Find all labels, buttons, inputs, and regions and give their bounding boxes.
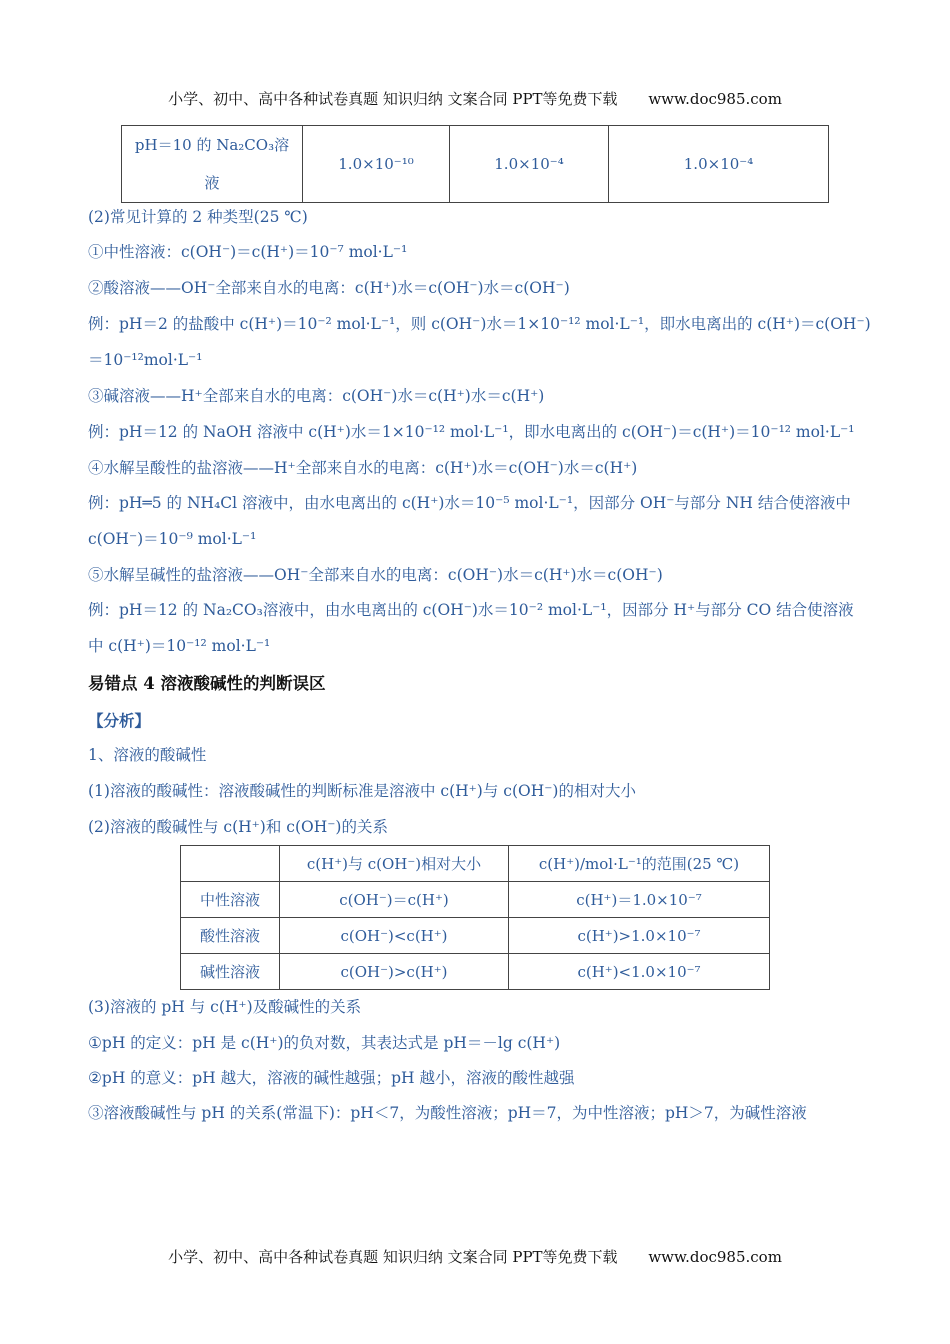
table-cell: 碱性溶液: [181, 954, 280, 990]
text-line: ②酸溶液——OH⁻全部来自水的电离：c(H⁺)水＝c(OH⁻)水＝c(OH⁻): [88, 279, 570, 297]
table-ph-na2co3: [121, 125, 829, 203]
cell-line: 液: [204, 174, 220, 192]
analysis-heading: 【分析】: [88, 711, 151, 730]
text-line: ＝10⁻¹²mol·L⁻¹: [88, 351, 203, 369]
text-line: 例：pH＝12 的 Na₂CO₃溶液中，由水电离出的 c(OH⁻)水＝10⁻² mol·L⁻¹，因部分 H⁺与部分 CO 结合使溶液: [88, 601, 854, 619]
text-line: (2)溶液的酸碱性与 c(H⁺)和 c(OH⁻)的关系: [88, 818, 388, 836]
table-cell: c(OH⁻)<c(H⁺): [280, 918, 509, 954]
table-cell: c(OH⁻)＝c(H⁺): [280, 882, 509, 918]
table-cell: c(H⁺)<1.0×10⁻⁷: [509, 954, 770, 990]
table-header-cell: c(H⁺)/mol·L⁻¹的范围(25 ℃): [509, 846, 770, 882]
table-cell: 1.0×10⁻¹⁰: [303, 126, 450, 203]
table-acidity: [180, 845, 770, 990]
table-cell: c(H⁺)>1.0×10⁻⁷: [509, 918, 770, 954]
page-footer: [0, 1246, 950, 1267]
section-title: 易错点 4 溶液酸碱性的判断误区: [88, 674, 326, 693]
text-line: ③溶液酸碱性与 pH 的关系(常温下)：pH＜7，为酸性溶液；pH＝7，为中性溶液；pH＞7，为碱性溶液: [88, 1104, 807, 1122]
text-line: ①pH 的定义：pH 是 c(H⁺)的负对数，其表达式是 pH＝－lg c(H⁺): [88, 1034, 561, 1052]
table-cell: 1.0×10⁻⁴: [450, 126, 609, 203]
text-line: 中 c(H⁺)＝10⁻¹² mol·L⁻¹: [88, 637, 271, 655]
text-line: (1)溶液的酸碱性：溶液酸碱性的判断标准是溶液中 c(H⁺)与 c(OH⁻)的相对大小: [88, 782, 636, 800]
table-cell: 酸性溶液: [181, 918, 280, 954]
text-line: ⑤水解呈碱性的盐溶液——OH⁻全部来自水的电离：c(OH⁻)水＝c(H⁺)水＝c(OH⁻): [88, 566, 663, 584]
footer-site: www.doc985.com: [648, 1248, 782, 1266]
text-line: 例：pH＝2 的盐酸中 c(H⁺)＝10⁻² mol·L⁻¹，则 c(OH⁻)水＝1×10⁻¹² mol·L⁻¹，即水电离出的 c(H⁺)＝c(OH⁻): [88, 315, 871, 333]
table-cell: c(H⁺)＝1.0×10⁻⁷: [509, 882, 770, 918]
page-header: [0, 88, 950, 109]
footer-text: 小学、初中、高中各种试卷真题 知识归纳 文案合同 PPT等免费下载: [168, 1248, 618, 1266]
table-row: [122, 126, 829, 203]
text-line: ④水解呈酸性的盐溶液——H⁺全部来自水的电离：c(H⁺)水＝c(OH⁻)水＝c(H⁺): [88, 459, 638, 477]
text-line: ①中性溶液：c(OH⁻)＝c(H⁺)＝10⁻⁷ mol·L⁻¹: [88, 243, 408, 261]
table-cell: 中性溶液: [181, 882, 280, 918]
text-line: 例：pH═5 的 NH₄Cl 溶液中，由水电离出的 c(H⁺)水＝10⁻⁵ mol·L⁻¹，因部分 OH⁻与部分 NH 结合使溶液中: [88, 494, 851, 512]
table-row: [181, 918, 770, 954]
text-line: (2)常见计算的 2 种类型(25 ℃): [88, 208, 308, 226]
text-line: c(OH⁻)＝10⁻⁹ mol·L⁻¹: [88, 530, 257, 548]
text-line: ②pH 的意义：pH 越大，溶液的碱性越强；pH 越小，溶液的酸性越强: [88, 1069, 575, 1087]
table-cell: 1.0×10⁻⁴: [609, 126, 829, 203]
text-line: 1、溶液的酸碱性: [88, 746, 207, 764]
text-line: ③碱溶液——H⁺全部来自水的电离：c(OH⁻)水＝c(H⁺)水＝c(H⁺): [88, 387, 545, 405]
text-line: (3)溶液的 pH 与 c(H⁺)及酸碱性的关系: [88, 998, 362, 1016]
table-header-row: [181, 846, 770, 882]
table-row: [181, 882, 770, 918]
table-header-cell: [181, 846, 280, 882]
table-row: [181, 954, 770, 990]
header-text: 小学、初中、高中各种试卷真题 知识归纳 文案合同 PPT等免费下载: [168, 90, 618, 108]
text-line: 例：pH＝12 的 NaOH 溶液中 c(H⁺)水＝1×10⁻¹² mol·L⁻¹，即水电离出的 c(OH⁻)＝c(H⁺)＝10⁻¹² mol·L⁻¹: [88, 423, 855, 441]
table-cell: c(OH⁻)>c(H⁺): [280, 954, 509, 990]
cell-line: pH＝10 的 Na₂CO₃溶: [134, 136, 290, 154]
header-site: www.doc985.com: [648, 90, 782, 108]
table-cell: [122, 126, 303, 203]
table-header-cell: c(H⁺)与 c(OH⁻)相对大小: [280, 846, 509, 882]
